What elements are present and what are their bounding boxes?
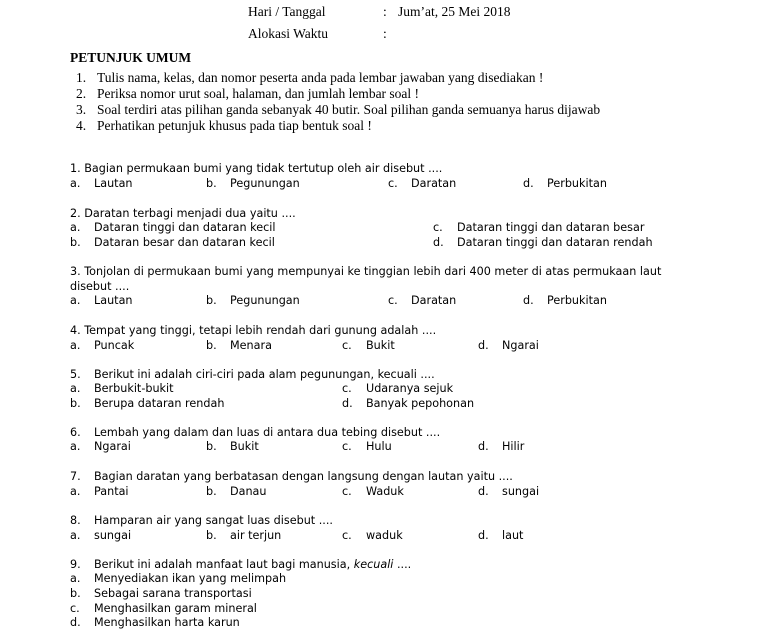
- option-text: Lautan: [94, 294, 133, 307]
- option-text: Danau: [230, 485, 267, 498]
- instruction-number: 3.: [76, 102, 87, 117]
- option-letter: d.: [70, 616, 81, 629]
- option-letter: a.: [70, 485, 81, 498]
- instruction-text: Periksa nomor urut soal, halaman, dan jumlah lembar soal !: [97, 86, 420, 101]
- option-text: Pegunungan: [230, 177, 300, 190]
- question-number: 6.: [70, 426, 81, 439]
- option-text: Dataran tinggi dan dataran besar: [457, 221, 645, 234]
- question-number: 7.: [70, 470, 81, 483]
- option-letter: d.: [478, 339, 489, 352]
- option-text: Sebagai sarana transportasi: [94, 587, 252, 600]
- option-text: Daratan: [411, 294, 457, 307]
- option-letter: c.: [388, 177, 398, 190]
- option-letter: c.: [342, 440, 352, 453]
- option-letter: b.: [206, 177, 217, 190]
- option-text: Lautan: [94, 177, 133, 190]
- option-text: Hulu: [366, 440, 392, 453]
- option-letter: a.: [70, 529, 81, 542]
- question-number: 5.: [70, 368, 81, 381]
- question-text: 1. Bagian permukaan bumi yang tidak tertutup oleh air disebut ....: [70, 162, 443, 175]
- option-text: Dataran tinggi dan dataran rendah: [457, 236, 653, 249]
- option-text: Dataran besar dan dataran kecil: [94, 236, 275, 249]
- option-text: waduk: [366, 529, 403, 542]
- option-letter: d.: [523, 177, 534, 190]
- option-letter: b.: [206, 440, 217, 453]
- question-text: Lembah yang dalam dan luas di antara dua tebing disebut ....: [94, 426, 441, 439]
- option-text: Berupa dataran rendah: [94, 397, 225, 410]
- option-letter: d.: [478, 440, 489, 453]
- instruction-text: Tulis nama, kelas, dan nomor peserta anda pada lembar jawaban yang disediakan !: [97, 70, 544, 85]
- question-text: 2. Daratan terbagi menjadi dua yaitu ....: [70, 207, 296, 220]
- instruction-number: 1.: [76, 70, 87, 85]
- instruction-number: 4.: [76, 118, 87, 133]
- option-text: laut: [502, 529, 524, 542]
- date-colon: :: [383, 4, 387, 19]
- option-text: Banyak pepohonan: [366, 397, 475, 410]
- option-letter: a.: [70, 572, 81, 585]
- question-text: 4. Tempat yang tinggi, tetapi lebih rendah dari gunung adalah ....: [70, 324, 437, 337]
- option-letter: d.: [342, 397, 353, 410]
- option-text: Perbukitan: [547, 177, 607, 190]
- option-letter: a.: [70, 339, 81, 352]
- option-letter: c.: [342, 485, 352, 498]
- option-text: air terjun: [230, 529, 282, 542]
- option-text: Perbukitan: [547, 294, 607, 307]
- option-text: Udaranya sejuk: [366, 382, 454, 395]
- option-text: Bukit: [230, 440, 259, 453]
- option-letter: c.: [342, 529, 352, 542]
- option-letter: a.: [70, 294, 81, 307]
- option-text: Menghasilkan garam mineral: [94, 602, 257, 615]
- option-text: Ngarai: [94, 440, 131, 453]
- option-letter: a.: [70, 440, 81, 453]
- option-letter: c.: [342, 339, 352, 352]
- question-text: [94, 559, 411, 570]
- option-letter: d.: [523, 294, 534, 307]
- option-letter: c.: [433, 221, 443, 234]
- question-number: 9.: [70, 558, 81, 571]
- option-letter: b.: [70, 587, 81, 600]
- instructions-title: PETUNJUK UMUM: [70, 50, 192, 65]
- option-text: Menara: [230, 339, 272, 352]
- option-text: Puncak: [94, 339, 135, 352]
- option-text: sungai: [502, 485, 540, 498]
- option-text: Berbukit-bukit: [94, 382, 174, 395]
- question-text-emphasis: kecuali: [353, 558, 394, 571]
- option-text: Pegunungan: [230, 294, 300, 307]
- question-text: Bagian daratan yang berbatasan dengan langsung dengan lautan yaitu ....: [94, 470, 513, 483]
- option-letter: a.: [70, 382, 81, 395]
- option-letter: c.: [70, 602, 80, 615]
- question-number: 8.: [70, 514, 81, 527]
- option-text: Bukit: [366, 339, 395, 352]
- option-letter: b.: [70, 397, 81, 410]
- question-text-continued: disebut ....: [70, 280, 130, 293]
- option-letter: d.: [433, 236, 444, 249]
- option-text: sungai: [94, 529, 132, 542]
- instruction-text: Soal terdiri atas pilihan ganda sebanyak 40 butir. Soal pilihan ganda semuanya harus dijawab: [97, 102, 601, 117]
- question-text: Berikut ini adalah ciri-ciri pada alam pegunungan, kecuali ....: [94, 368, 435, 381]
- option-text: Ngarai: [502, 339, 539, 352]
- option-text: Waduk: [366, 485, 404, 498]
- question-text-main: Berikut ini adalah manfaat laut bagi manusia,: [94, 558, 351, 571]
- option-letter: a.: [70, 177, 81, 190]
- option-text: Hilir: [502, 440, 525, 453]
- instruction-text: Perhatikan petunjuk khusus pada tiap bentuk soal !: [97, 118, 372, 133]
- option-text: Menyediakan ikan yang melimpah: [94, 572, 287, 585]
- instruction-number: 2.: [76, 86, 87, 101]
- option-letter: a.: [70, 221, 81, 234]
- option-letter: c.: [388, 294, 398, 307]
- option-text: Menghasilkan harta karun: [94, 616, 240, 629]
- option-letter: b.: [206, 485, 217, 498]
- date-label: Hari / Tanggal: [248, 4, 326, 19]
- question-text: Hamparan air yang sangat luas disebut ....: [94, 514, 333, 527]
- date-value: Jum’at, 25 Mei 2018: [398, 4, 511, 19]
- option-letter: b.: [206, 339, 217, 352]
- option-letter: d.: [478, 485, 489, 498]
- option-letter: d.: [478, 529, 489, 542]
- option-letter: c.: [342, 382, 352, 395]
- option-text: Daratan: [411, 177, 457, 190]
- time-colon: :: [383, 26, 387, 41]
- option-letter: b.: [206, 294, 217, 307]
- time-label: Alokasi Waktu: [248, 26, 329, 41]
- question-text: 3. Tonjolan di permukaan bumi yang mempunyai ke tinggian lebih dari 400 meter di atas permukaan laut: [70, 265, 662, 278]
- question-text-end: ....: [396, 558, 412, 571]
- option-letter: b.: [206, 529, 217, 542]
- option-letter: b.: [70, 236, 81, 249]
- option-text: Dataran tinggi dan dataran kecil: [94, 221, 276, 234]
- option-text: Pantai: [94, 485, 129, 498]
